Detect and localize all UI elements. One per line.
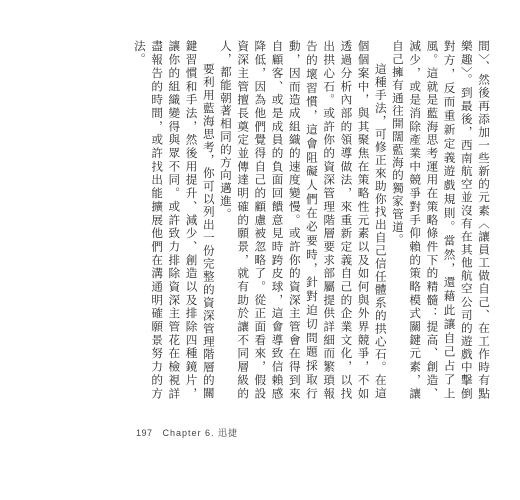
page-number: 197 [136,428,153,438]
paragraph-1: 間〉、然後再添加一些新的元素〈讓員工做自己、在工作時有點樂趣〉。到最後，西南航空並沒有在其他航空公司的遊戲中擊倒對方，反而重新定義遊戲規則。當然，還藉此讓自己占了上風。這就是藍海思考運用在策略條件下的精髓：提高、創造、減少，或是消除產業中競爭對手仰賴的策略模式關鍵元素，讓自己擁有通往開闊藍海的獨家管道。 [390,40,491,400]
chapter-label: Chapter 6. 迅捷 [162,428,239,438]
paragraph-2: 這種手法，可修正來助你找出自己信任體系的拱心石。在這個個案中，與其聚焦在策略性元素以及如何與外界競爭，不如透過分析內部的領導做法，來重新定義自己的企業文化，以找出拱心石。或許你的資深管理階層要求部屬提供詳細而繁瑣報告的壞習慣，這會阻礙人們在必要時，針對迫切問題採取行動，因而造成組織的速度變慢。或許你的資深主管會在得到來自顧客、或是成員的負面回饋意見時跨皮球，這會導致信賴感降低，因為他們覺得自己的顧慮被忽略了。從正面看來，假設資深主管擅長奠定並傳達明確的願景，就有助於讓不同層級的人，都能朝著相同的方向邁進。 [218,40,388,400]
body-text [112,40,492,400]
paragraph-3: 要利用藍海思考，你可以列出一份完整的資深管理階層的關鍵習慣和手法，然後用提升、減少、創造以及排除四種鏡片，讓你的組織變得與眾不同。或許致力排除資深主管花在檢視詳盡報告的時間，或許找出能擴展他們在溝通明確願景努力的方法。 [132,40,216,400]
page-footer [136,426,238,439]
